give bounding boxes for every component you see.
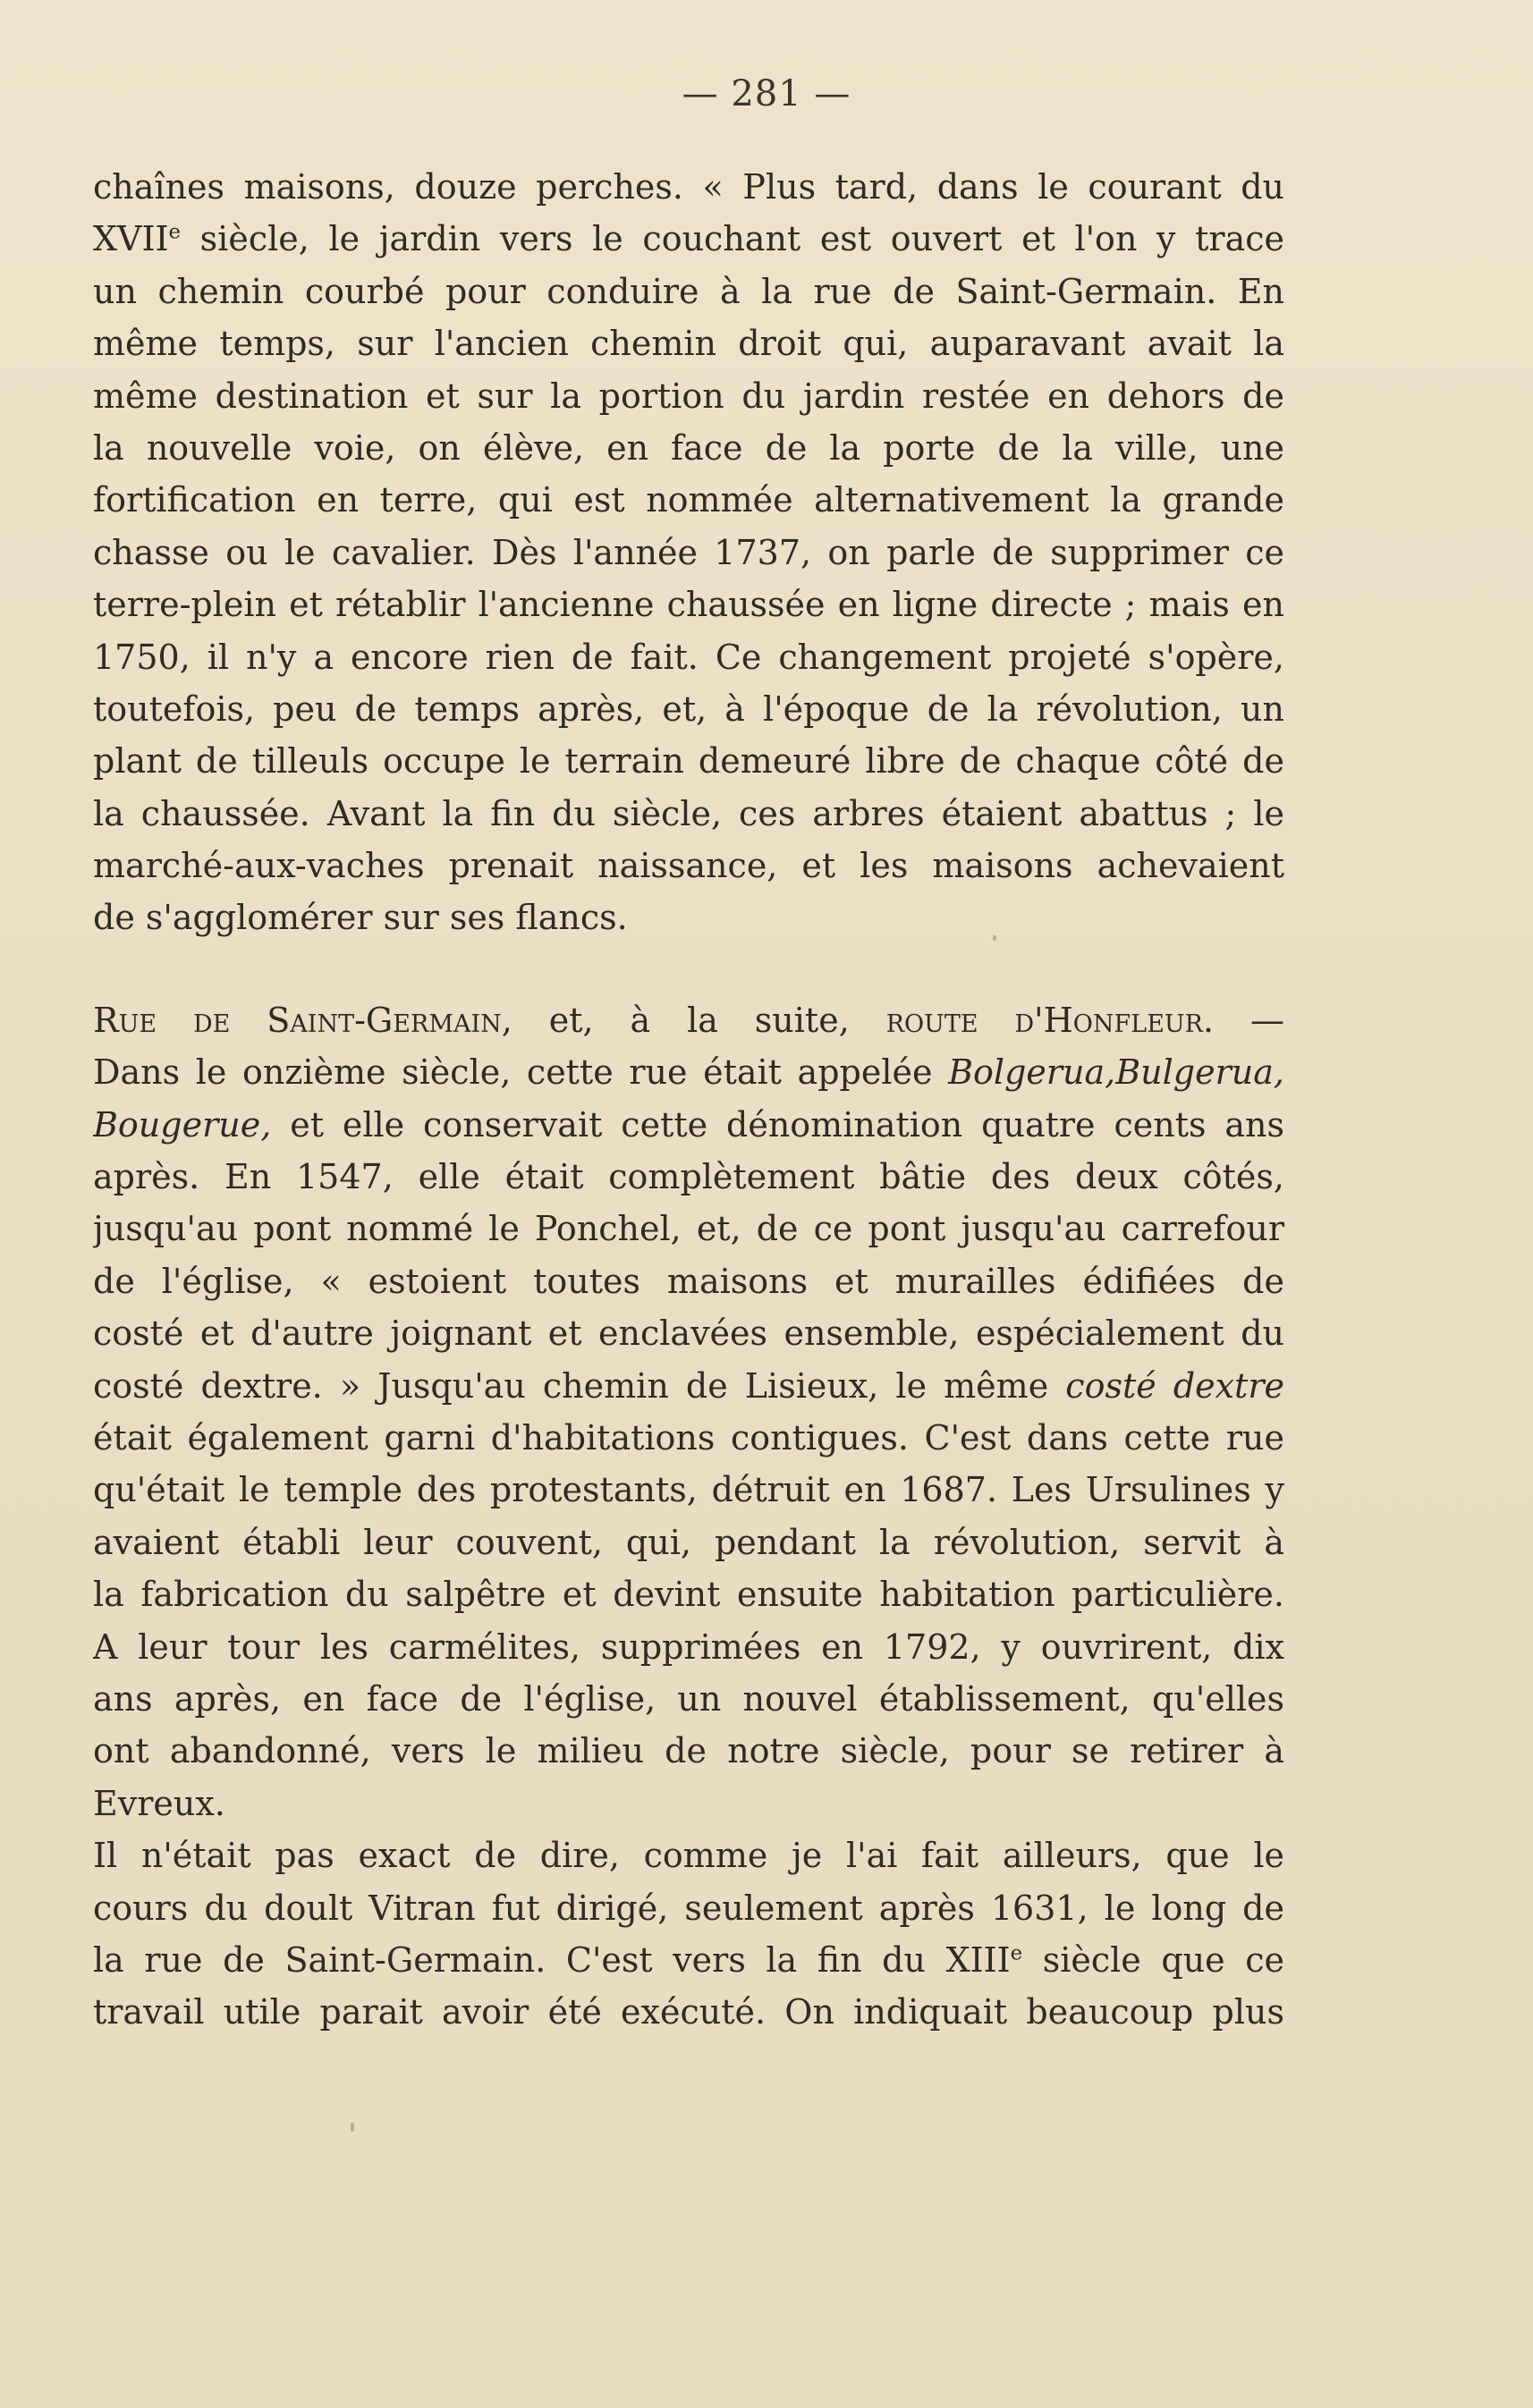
quoted-phrase: costé dextre — [1065, 1365, 1284, 1406]
text-line-content: Dans le onzième siècle, cette rue était appelée — [93, 1052, 949, 1093]
route-heading: route d'Honfleur — [885, 1000, 1203, 1040]
text-line-content: et elle conservait cette dénomination quatre cents ans — [271, 1104, 1284, 1145]
text-line: plant de tilleuls occupe le terrain demeuré libre de chaque côté de — [93, 741, 1284, 782]
text-line: la fabrication du salpêtre et devint ensuite habitation particulière. — [93, 1575, 1284, 1615]
text-line: qu'était le temple des protestants, détruit en 1687. Les Ursulines y — [93, 1470, 1284, 1510]
latin-street-names: Bolgerua,Bulgerua, — [948, 1052, 1284, 1093]
paragraph-1 — [93, 161, 1284, 944]
text-line: costé et d'autre joignant et enclavées ensemble, espécialement du — [93, 1314, 1284, 1354]
century-suffix: e — [168, 220, 182, 244]
text-line: A leur tour les carmélites, supprimées en 1792, y ouvrirent, dix — [93, 1626, 1284, 1667]
text-line: avaient établi leur couvent, qui, pendant la révolution, servit à — [93, 1522, 1284, 1562]
paper-speck — [993, 935, 996, 941]
text-line: 1750, il n'y a encore rien de fait. Ce changement projeté s'opère, — [93, 637, 1284, 677]
latin-street-name: Bougerue, — [93, 1104, 272, 1145]
paragraph-2 — [93, 994, 1284, 1829]
text-line — [93, 994, 1284, 1046]
body-text — [93, 161, 1284, 2039]
century-numeral: XVII — [93, 219, 169, 259]
text-line: Evreux. — [93, 1783, 225, 1823]
text-line-content: siècle, le jardin vers le couchant est ouvert et l'on y trace — [199, 219, 1284, 259]
text-line: marché-aux-vaches prenait naissance, et les maisons achevaient — [93, 846, 1284, 886]
text-line — [93, 1099, 1284, 1151]
heading-dash: . — — [1203, 1000, 1284, 1040]
century-suffix: e — [1010, 1941, 1023, 1965]
century-numeral: XIII — [945, 1939, 1011, 1980]
text-line: de s'agglomérer sur ses flancs. — [93, 898, 628, 938]
paragraph-3 — [93, 1829, 1284, 2039]
street-heading: Rue de Saint-Germain — [93, 1000, 502, 1040]
text-line: chasse ou le cavalier. Dès l'année 1737, on parle de supprimer ce — [93, 532, 1284, 572]
text-line-content: siècle que ce — [1022, 1939, 1284, 1980]
text-line: était également garni d'habitations contigues. C'est dans cette rue — [93, 1417, 1284, 1457]
text-line: après. En 1547, elle était complètement bâtie des deux côtés, — [93, 1157, 1284, 1197]
text-line: cours du doult Vitran fut dirigé, seulement après 1631, le long de — [93, 1888, 1284, 1928]
text-line: la chaussée. Avant la fin du siècle, ces arbres étaient abattus ; le — [93, 793, 1284, 833]
text-line: la nouvelle voie, on élève, en face de la porte de la ville, une — [93, 427, 1284, 468]
heading-connector: , et, à la suite, — [501, 1000, 886, 1040]
text-line: terre-plein et rétablir l'ancienne chaussée en ligne directe ; mais en — [93, 585, 1284, 625]
text-line: même temps, sur l'ancien chemin droit qui, auparavant avait la — [93, 324, 1284, 364]
text-line: toutefois, peu de temps après, et, à l'époque de la révolution, un — [93, 689, 1284, 729]
text-line: ans après, en face de l'église, un nouvel établissement, qu'elles — [93, 1678, 1284, 1719]
text-line — [93, 1046, 1284, 1098]
text-line: un chemin courbé pour conduire à la rue de Saint-Germain. En — [93, 271, 1284, 311]
text-line: même destination et sur la portion du jardin restée en dehors de — [93, 376, 1284, 416]
paragraph-gap — [93, 944, 1284, 994]
text-line — [93, 1934, 1284, 1986]
text-line — [93, 213, 1284, 265]
text-line: fortification en terre, qui est nommée alternativement la grande — [93, 480, 1284, 520]
text-line: ont abandonné, vers le milieu de notre siècle, pour se retirer à — [93, 1731, 1284, 1771]
paper-speck — [351, 2123, 354, 2132]
text-line-content: la rue de Saint-Germain. C'est vers la fin du — [93, 1939, 946, 1980]
text-line: travail utile parait avoir été exécuté. On indiquait beaucoup plus — [93, 1992, 1284, 2032]
text-line: Il n'était pas exact de dire, comme je l'ai fait ailleurs, que le — [93, 1836, 1284, 1876]
text-line: de l'église, « estoient toutes maisons et murailles édifiées de — [93, 1261, 1284, 1301]
text-line — [93, 1360, 1284, 1412]
text-line: chaînes maisons, douze perches. « Plus tard, dans le courant du — [93, 167, 1284, 207]
text-line-content: costé dextre. » Jusqu'au chemin de Lisieux, le même — [93, 1365, 1066, 1406]
page-number: — 281 — — [682, 73, 851, 114]
text-line: jusqu'au pont nommé le Ponchel, et, de ce pont jusqu'au carrefour — [93, 1209, 1284, 1249]
